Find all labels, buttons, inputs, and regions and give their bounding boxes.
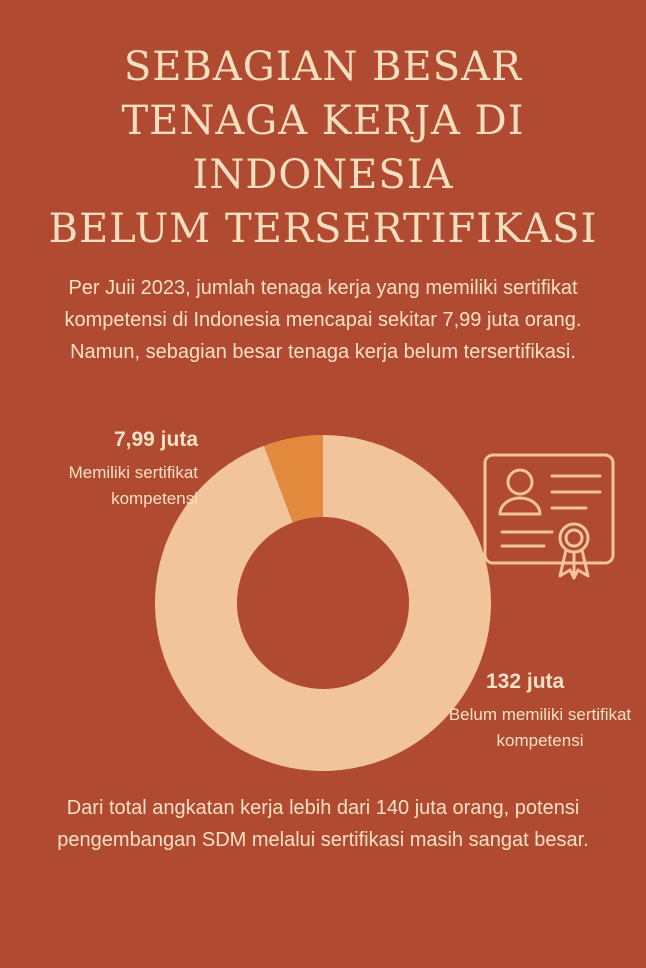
certified-desc-label: Memiliki sertifikat kompetensi bbox=[68, 463, 198, 508]
title-line-1: SEBAGIAN BESAR bbox=[123, 44, 523, 90]
title-line-3: INDONESIA bbox=[192, 152, 454, 198]
certified-value-label: 7,99 juta bbox=[113, 428, 198, 451]
outro-paragraph: Dari total angkatan kerja lebih dari 140 juta orang, potensi pengembangan SDM melalui sertifikasi masih sangat besar. bbox=[57, 797, 589, 851]
uncertified-desc-label: Belum memiliki sertifikat kompetensi bbox=[448, 705, 632, 750]
intro-paragraph: Per Juii 2023, jumlah tenaga kerja yang memiliki sertifikat kompetensi di Indonesia mencapai sekitar 7,99 juta orang. Namun, sebagian besar tenaga kerja belum tersertifikasi. bbox=[64, 277, 582, 363]
title-line-2: TENAGA KERJA DI bbox=[121, 98, 525, 144]
uncertified-value-label: 132 juta bbox=[486, 670, 565, 693]
certificate-icon bbox=[482, 452, 618, 584]
title-line-4: BELUM TERSERTIFIKASI bbox=[48, 206, 598, 252]
